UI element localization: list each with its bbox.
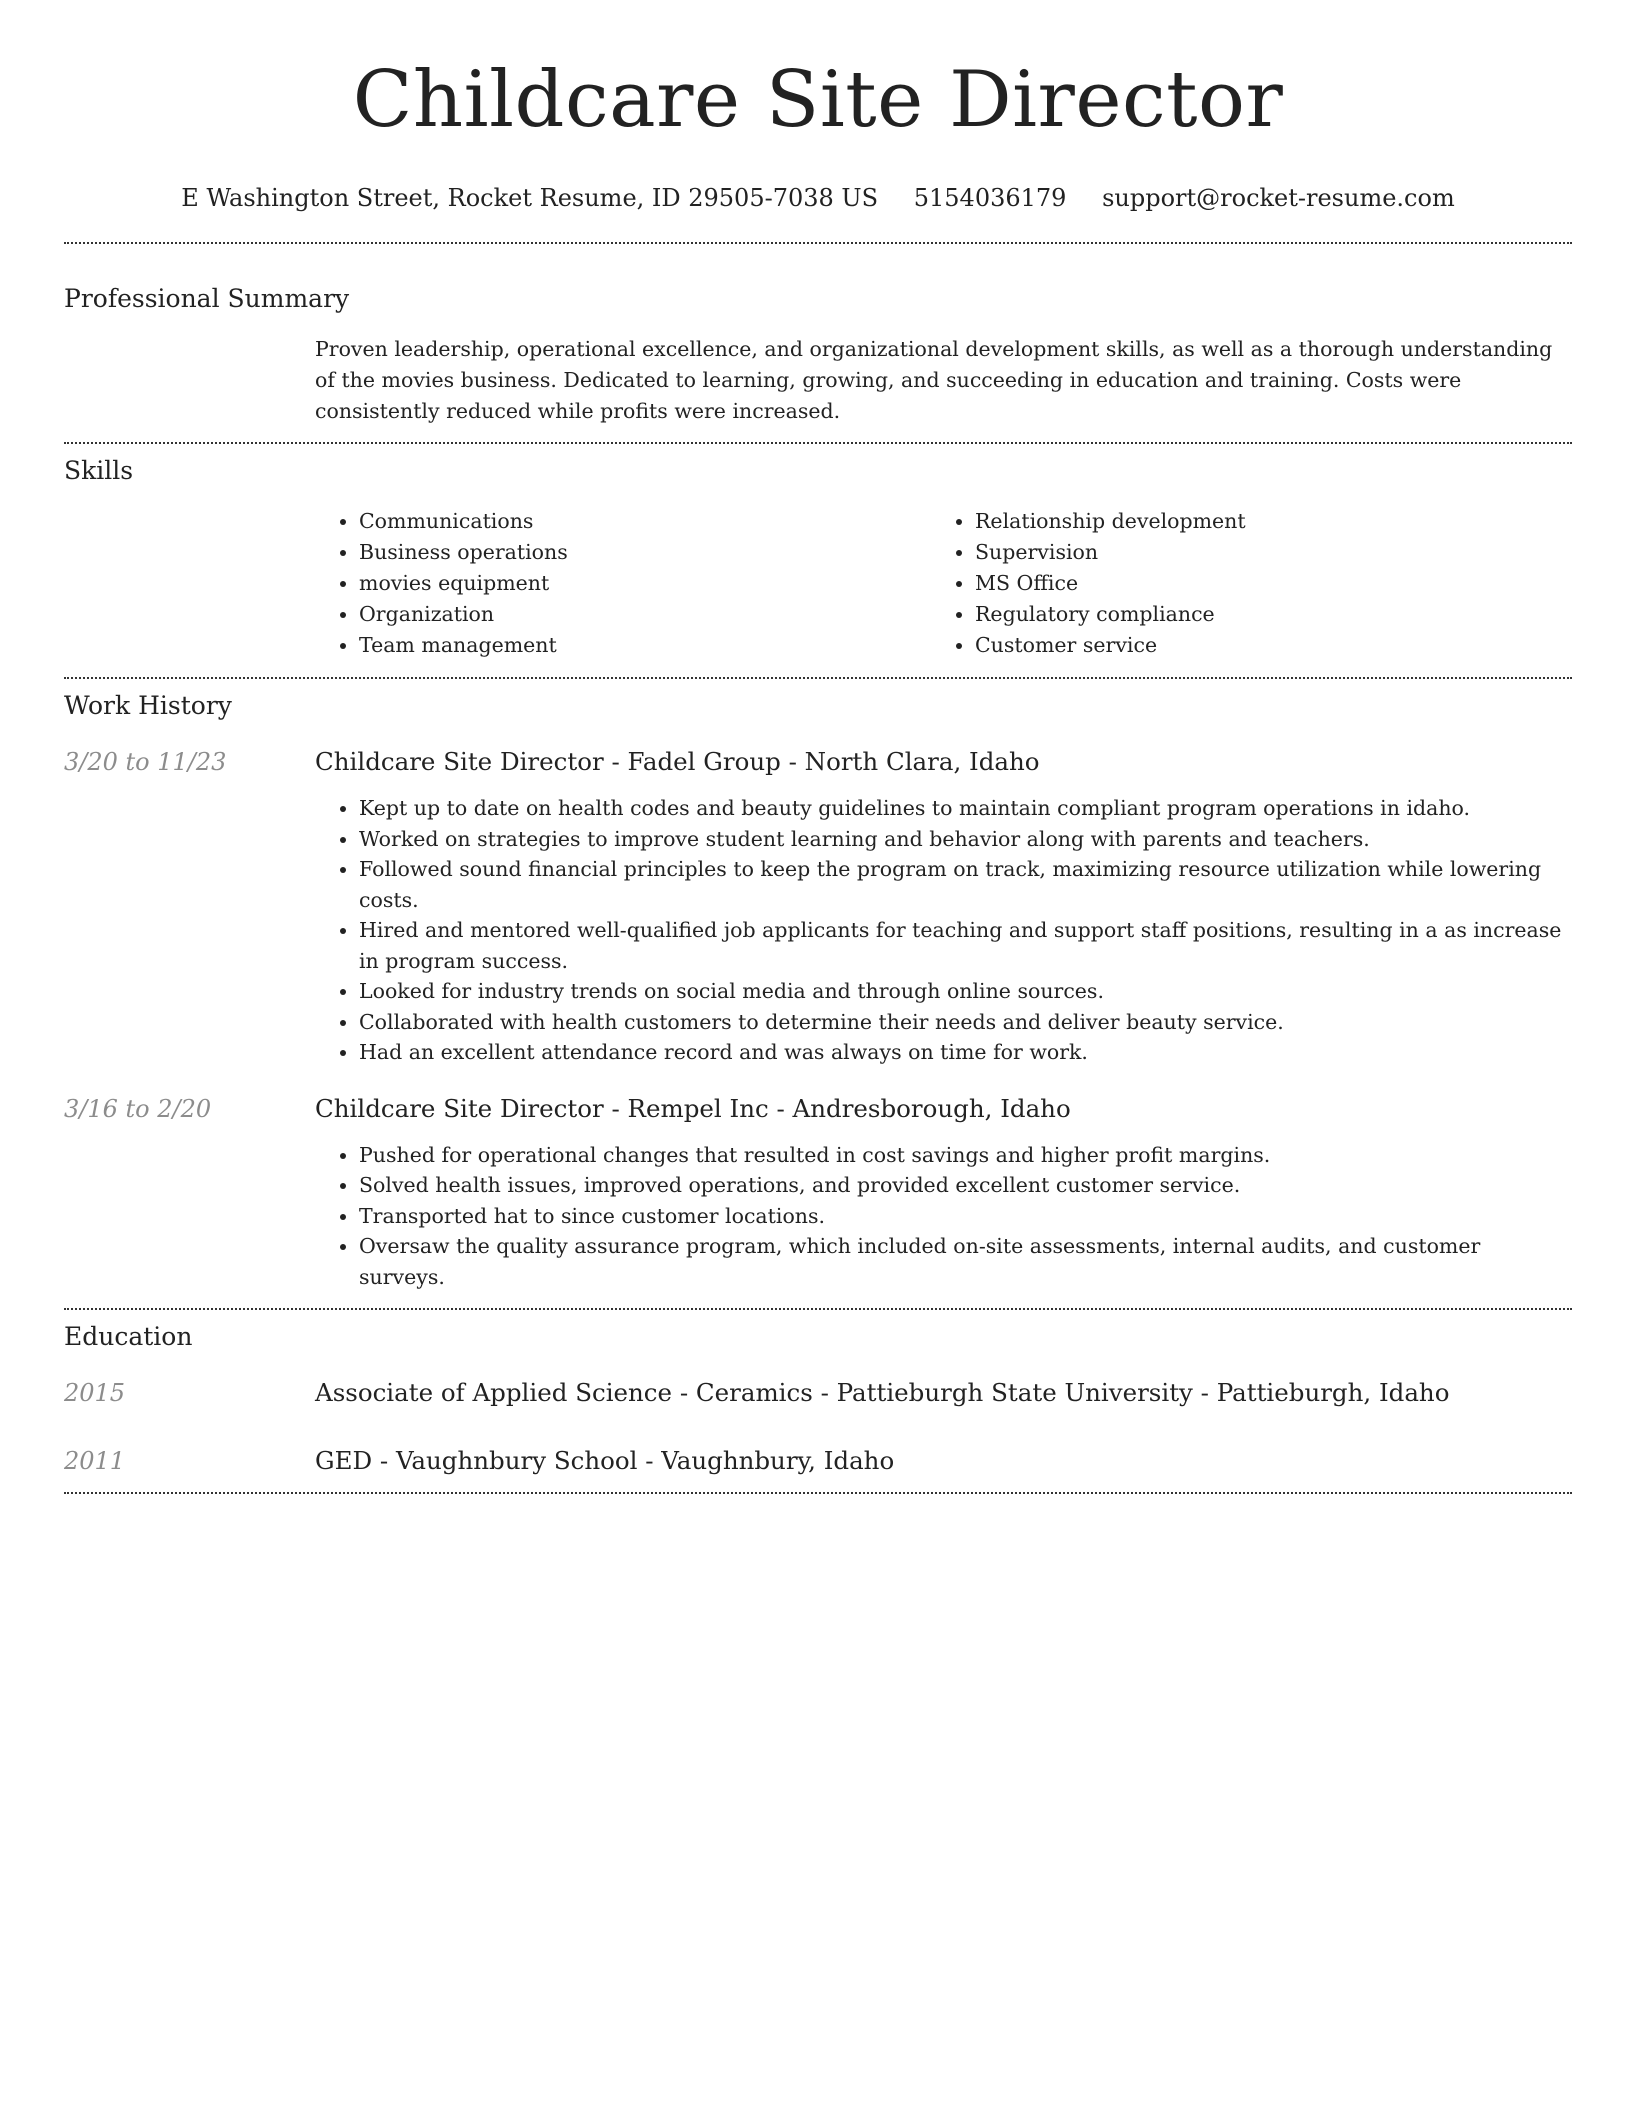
job-bullets xyxy=(315,793,1572,1068)
education-entry xyxy=(64,1444,1572,1478)
job-title: Childcare Site Director xyxy=(315,747,604,776)
contact-line xyxy=(64,182,1572,214)
skill-item: • Supervision xyxy=(975,537,1547,568)
summary-content xyxy=(315,334,1572,427)
job-bullet: • Transported hat to since customer locations. xyxy=(359,1201,1572,1232)
job-bullet: • Collaborated with health customers to determine their needs and deliver beauty service. xyxy=(359,1007,1572,1038)
skills-list-left xyxy=(315,506,931,661)
work-history-section xyxy=(64,679,1572,1308)
skill-item: • Team management xyxy=(359,630,931,661)
address: E Washington Street, Rocket Resume, ID 29505-7038 US xyxy=(181,184,879,212)
education-detail: Associate of Applied Science - Ceramics - Pattieburgh State University - Pattieburgh, Idaho xyxy=(315,1378,1450,1407)
education-detail: GED - Vaughnbury School - Vaughnbury, Idaho xyxy=(315,1446,895,1475)
job-heading xyxy=(315,1092,1071,1126)
job-bullet: • Kept up to date on health codes and beauty guidelines to maintain compliant program operations in idaho. xyxy=(359,793,1572,824)
job-bullet: • Hired and mentored well-qualified job applicants for teaching and support staff positions, resulting in a as increase in program success. xyxy=(359,915,1572,976)
skills-section xyxy=(64,444,1572,677)
education-heading: Education xyxy=(64,1322,193,1351)
job-bullet: • Had an excellent attendance record and was always on time for work. xyxy=(359,1037,1572,1068)
skill-item: • Relationship development xyxy=(975,506,1547,537)
resume-header xyxy=(64,0,1572,214)
summary-heading: Professional Summary xyxy=(64,284,350,313)
skill-item: • Communications xyxy=(359,506,931,537)
resume-page xyxy=(64,0,1572,1494)
summary-section xyxy=(64,244,1572,442)
job-entry xyxy=(64,1092,1572,1293)
job-bullet: • Oversaw the quality assurance program, which included on-site assessments, internal audits, and customer surveys. xyxy=(359,1231,1572,1292)
job-bullet: • Pushed for operational changes that resulted in cost savings and higher profit margins. xyxy=(359,1140,1572,1171)
candidate-name: Childcare Site Director xyxy=(352,55,1284,145)
job-bullet: • Looked for industry trends on social media and through online sources. xyxy=(359,976,1572,1007)
skills-heading: Skills xyxy=(64,456,134,485)
skill-item: • Customer service xyxy=(975,630,1547,661)
education-year: 2011 xyxy=(64,1447,126,1475)
job-entry xyxy=(64,745,1572,1068)
job-bullet: • Solved health issues, improved operations, and provided excellent customer service. xyxy=(359,1170,1572,1201)
job-dates: 3/16 to 2/20 xyxy=(64,1094,212,1123)
divider xyxy=(64,1492,1572,1494)
skill-item: • movies equipment xyxy=(359,568,931,599)
job-company: - Rempel Inc - Andresborough, Idaho xyxy=(603,1093,1071,1123)
skill-item: • Organization xyxy=(359,599,931,630)
job-heading xyxy=(315,745,1040,779)
summary-text: Proven leadership, operational excellence, and organizational development skills, as well as a thorough understanding of the movies business. Dedicated to learning, growing, and succeeding in education and training. Costs were consistently reduced while profits were increased. xyxy=(315,337,1553,423)
skill-item: • Business operations xyxy=(359,537,931,568)
skills-list-right xyxy=(931,506,1547,661)
email: support@rocket-resume.com xyxy=(1102,184,1455,212)
job-dates: 3/20 to 11/23 xyxy=(64,748,227,776)
skill-item: • MS Office xyxy=(975,568,1547,599)
job-company: - Fadel Group - North Clara, Idaho xyxy=(603,747,1040,776)
job-title: Childcare Site Director xyxy=(315,1093,604,1123)
education-year: 2015 xyxy=(64,1379,126,1407)
education-entry xyxy=(64,1376,1572,1410)
job-bullets xyxy=(315,1140,1572,1293)
job-header xyxy=(64,745,1572,779)
job-header xyxy=(64,1092,1572,1126)
work-history-heading: Work History xyxy=(64,691,232,720)
skill-item: • Regulatory compliance xyxy=(975,599,1547,630)
skills-grid xyxy=(315,506,1572,661)
job-bullet: • Worked on strategies to improve student learning and behavior along with parents and teachers. xyxy=(359,824,1572,855)
education-section xyxy=(64,1310,1572,1492)
phone: 5154036179 xyxy=(913,184,1067,212)
job-bullet: • Followed sound financial principles to keep the program on track, maximizing resource utilization while lowering costs. xyxy=(359,854,1572,915)
